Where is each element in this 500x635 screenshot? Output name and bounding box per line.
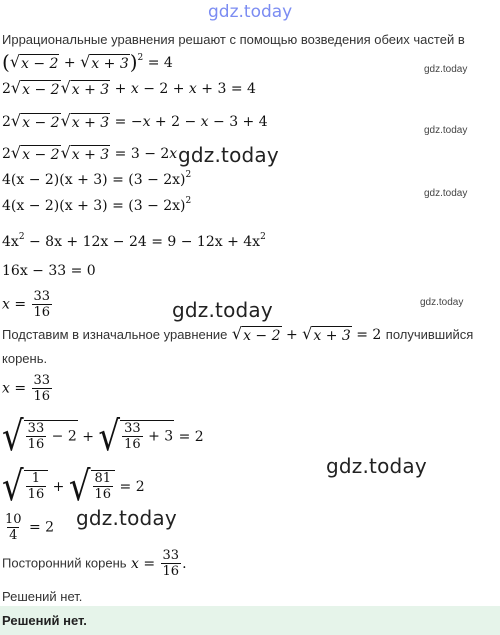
equation-step-2: 2 √ x − 2 √ x + 3 + x − 2 + x + 3 = 4 bbox=[2, 78, 256, 98]
watermark-small-2: gdz.today bbox=[424, 125, 468, 136]
watermark-small-3: gdz.today bbox=[424, 188, 468, 199]
intro-text: Иррациональные уравнения решают с помощью возведения обеих частей в bbox=[2, 32, 465, 47]
watermark-small-4: gdz.today bbox=[420, 297, 464, 308]
substitute-line: Подставим в изначальное уравнение √ x − 2 + √ x + 3 = 2 получившийся bbox=[2, 324, 474, 344]
equation-step-4: 2 √ x − 2 √ x + 3 = 3 − 2x bbox=[2, 143, 178, 163]
equation-step-3: 2 √ x − 2 √ x + 3 = −x + 2 − x − 3 + 4 bbox=[2, 111, 268, 131]
answer-text: Решений нет. bbox=[2, 613, 87, 628]
check-substitution: √ $\frac{33}{16}$ − 2 + √ $\frac{33}{16}$ + 3 = 2 bbox=[2, 413, 204, 461]
equation-step-5: $4(x - 2)(x + 3) = (3 - 2x)^2$ bbox=[2, 170, 192, 188]
watermark-big-4: gdz.today bbox=[76, 506, 177, 530]
substitute-line-2: корень. bbox=[2, 351, 48, 366]
no-solutions-text: Решений нет. bbox=[2, 589, 83, 604]
equation-step-8: 16x − 33 = 0 bbox=[2, 263, 96, 279]
check-simplified: √ $\frac{1}{16}$ + √ $\frac{81}{16}$ = 2 bbox=[2, 463, 145, 511]
watermark-big-1: gdz.today bbox=[178, 143, 279, 167]
equation-step-7: $4x^2 - 8x + 12x - 24 = 9 - 12x + 4x^2$ bbox=[2, 232, 266, 250]
watermark-big-3: gdz.today bbox=[326, 454, 427, 478]
check-result: $\frac{10}{4}$ = 2 bbox=[5, 512, 55, 543]
extraneous-root-line: Посторонний корень x = $\frac{33}{16}$ . bbox=[2, 548, 187, 579]
watermark-top: gdz.today bbox=[208, 2, 293, 22]
root-value: x = $\frac{33}{16}$ bbox=[2, 289, 51, 320]
equation-squared: ( √ x − 2 + √ x + 3 )$^2$ = 4 bbox=[2, 50, 173, 74]
answer-box bbox=[0, 606, 500, 635]
equation-step-6: $4(x - 2)(x + 3) = (3 - 2x)^2$ bbox=[2, 196, 192, 214]
watermark-small-1: gdz.today bbox=[424, 64, 468, 75]
watermark-big-2: gdz.today bbox=[172, 298, 273, 322]
check-root: x = $\frac{33}{16}$ bbox=[2, 373, 51, 404]
